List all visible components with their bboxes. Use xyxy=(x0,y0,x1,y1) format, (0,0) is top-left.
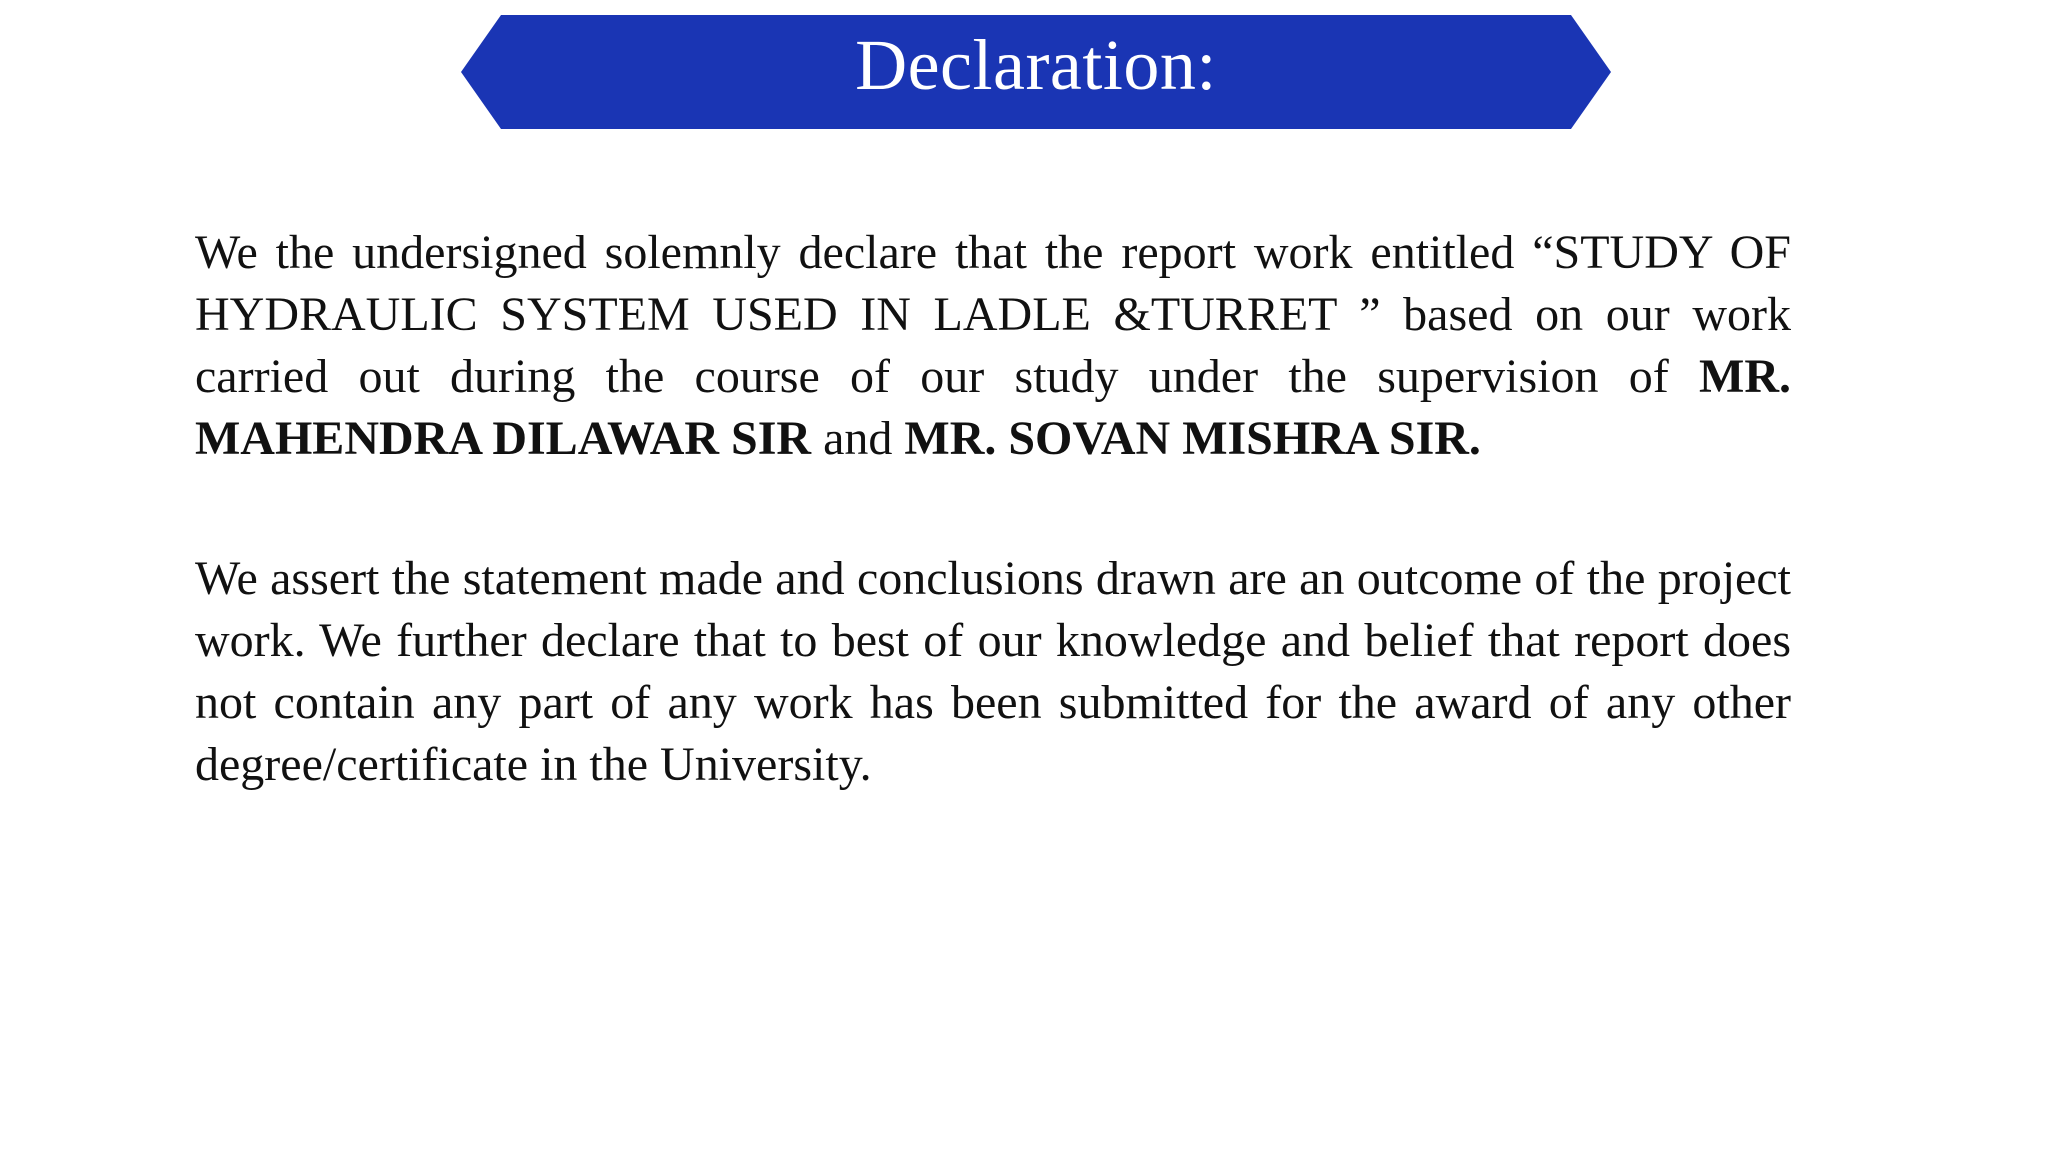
declaration-paragraph-1 xyxy=(195,222,1791,470)
slide-title: Declaration: xyxy=(855,25,1217,105)
supervisor-1-name: MR. MAHENDRA DILAWAR SIR xyxy=(195,350,1792,465)
conjunction-text: and xyxy=(823,412,893,465)
title-banner xyxy=(461,15,1611,129)
supervisor-2-name: MR. SOVAN MISHRA SIR. xyxy=(904,412,1481,465)
declaration-intro-text: We the undersigned solemnly declare that the report work entitled “STUDY OF HYDRAULIC SYSTEM USED IN LADLE &TURRET ” based on our work carried out during the course of our study under the supervision of xyxy=(195,226,1791,403)
declaration-paragraph-2: We assert the statement made and conclusions drawn are an outcome of the project work. We further declare that to best of our knowledge and belief that report does not contain any part of any work has been submitted for the award of any other degree/certificate in the University. xyxy=(195,552,1791,791)
